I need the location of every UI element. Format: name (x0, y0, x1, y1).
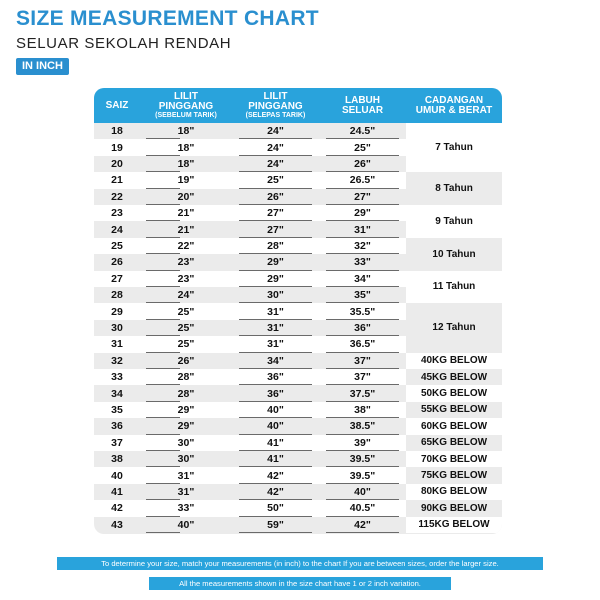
cell-lilit-after: 28" (267, 239, 284, 252)
cell-lilit-after: 31" (267, 321, 284, 334)
cell-lilit-after: 25" (267, 174, 284, 187)
table-row (94, 139, 406, 155)
cell-labuh: 37" (354, 354, 371, 367)
cell-lilit-before: 21" (177, 207, 195, 220)
table-row (94, 320, 406, 336)
cell-cadangan: 55KG BELOW (406, 402, 502, 418)
table-row (94, 435, 406, 451)
cell-cadangan: 70KG BELOW (406, 451, 502, 467)
cell-labuh: 24.5" (349, 125, 376, 138)
cell-lilit-after: 41" (267, 453, 284, 466)
cell-cadangan: 12 Tahun (406, 303, 502, 352)
header-cadangan-label: CADANGAN UMUR & BERAT (415, 94, 493, 116)
cell-saiz: 42 (111, 502, 123, 515)
cell-saiz: 32 (111, 354, 123, 367)
cell-lilit-before: 29" (177, 420, 195, 433)
cell-lilit-before: 26" (177, 354, 195, 367)
header-lilit-before-sub: (SEBELUM TARIK) (155, 111, 217, 119)
table-row (94, 205, 406, 221)
table-row (94, 402, 406, 418)
cell-saiz: 33 (111, 371, 123, 384)
cell-lilit-before: 23" (177, 272, 195, 285)
cell-lilit-before: 19" (177, 174, 195, 187)
table-row (94, 303, 406, 319)
cell-saiz: 29 (111, 305, 123, 318)
cell-lilit-before: 25" (177, 338, 195, 351)
cell-saiz: 37 (111, 436, 123, 449)
cell-labuh: 37" (354, 371, 371, 384)
table-row (94, 271, 406, 287)
cell-lilit-after: 24" (267, 157, 284, 170)
cell-labuh: 37.5" (349, 387, 376, 400)
cell-lilit-before: 33" (177, 502, 195, 515)
cell-lilit-after: 24" (267, 125, 284, 138)
cell-saiz: 35 (111, 403, 123, 416)
table-row (94, 484, 406, 500)
cell-labuh: 39.5" (349, 469, 376, 482)
cell-saiz: 43 (111, 518, 123, 531)
header-cadangan (406, 88, 502, 123)
cell-lilit-after: 42" (267, 485, 284, 498)
size-table (94, 88, 502, 534)
cell-lilit-before: 21" (177, 223, 195, 236)
cell-cadangan: 115KG BELOW (406, 517, 502, 533)
table-row (94, 123, 406, 139)
variation-note: All the measurements shown in the size chart have 1 or 2 inch variation. (149, 577, 451, 590)
cell-lilit-before: 31" (177, 485, 195, 498)
cell-saiz: 18 (111, 125, 123, 138)
cell-lilit-before: 18" (177, 125, 195, 138)
table-row (94, 353, 406, 369)
cell-saiz: 38 (111, 453, 123, 466)
cell-labuh: 27" (354, 190, 371, 203)
cell-cadangan: 75KG BELOW (406, 467, 502, 483)
cell-labuh: 42" (354, 518, 371, 531)
cell-labuh: 40" (354, 485, 371, 498)
cell-labuh: 36.5" (349, 338, 376, 351)
table-row (94, 369, 406, 385)
table-row (94, 385, 406, 401)
cell-lilit-after: 36" (267, 387, 284, 400)
header-saiz-label: SAIZ (105, 99, 129, 111)
cell-lilit-before: 28" (177, 387, 195, 400)
cell-lilit-before: 29" (177, 403, 195, 416)
cell-cadangan: 90KG BELOW (406, 500, 502, 516)
cell-saiz: 25 (111, 239, 123, 252)
cell-labuh: 26" (354, 157, 371, 170)
sizing-note: To determine your size, match your measurements (in inch) to the chart If you are between sizes, order the larger size. (57, 557, 543, 570)
table-row (94, 287, 406, 303)
table-row (94, 238, 406, 254)
cell-lilit-after: 50" (267, 502, 284, 515)
cell-saiz: 30 (111, 321, 123, 334)
cell-lilit-after: 29" (267, 272, 284, 285)
cell-saiz: 24 (111, 223, 123, 236)
header-labuh-label: LABUH SELUAR (341, 94, 384, 116)
cell-saiz: 31 (111, 338, 123, 351)
cell-lilit-after: 30" (267, 289, 284, 302)
cell-saiz: 28 (111, 289, 123, 302)
cell-lilit-after: 24" (267, 141, 284, 154)
cell-lilit-after: 40" (267, 403, 284, 416)
cell-labuh: 33" (354, 256, 371, 269)
header-saiz (94, 88, 140, 123)
cell-lilit-before: 28" (177, 371, 195, 384)
table-row (94, 189, 406, 205)
cell-lilit-after: 41" (267, 436, 284, 449)
cell-saiz: 22 (111, 190, 123, 203)
header-lilit-after-sub: (SELEPAS TARIK) (245, 111, 306, 119)
cell-lilit-after: 31" (267, 305, 284, 318)
table-row (94, 254, 406, 270)
cell-cadangan: 80KG BELOW (406, 484, 502, 500)
cell-labuh: 31" (354, 223, 371, 236)
cell-lilit-after: 31" (267, 338, 284, 351)
cell-cadangan: 10 Tahun (406, 238, 502, 271)
cell-labuh: 36" (354, 321, 371, 334)
cell-lilit-before: 18" (177, 157, 195, 170)
table-row (94, 156, 406, 172)
cell-lilit-after: 36" (267, 371, 284, 384)
cell-labuh: 39.5" (349, 453, 376, 466)
cell-saiz: 21 (111, 174, 123, 187)
table-row (94, 172, 406, 188)
cell-saiz: 26 (111, 256, 123, 269)
cell-cadangan: 8 Tahun (406, 172, 502, 205)
cell-lilit-before: 30" (177, 453, 195, 466)
cell-cadangan: 60KG BELOW (406, 418, 502, 434)
cell-lilit-before: 31" (177, 469, 195, 482)
cell-lilit-before: 40" (177, 518, 195, 531)
cell-lilit-after: 27" (267, 207, 284, 220)
cell-lilit-before: 23" (177, 256, 195, 269)
table-row (94, 517, 406, 533)
chart-subtitle: SELUAR SEKOLAH RENDAH (16, 35, 232, 52)
cell-lilit-after: 27" (267, 223, 284, 236)
table-row (94, 221, 406, 237)
table-row (94, 500, 406, 516)
cell-labuh: 35.5" (349, 305, 376, 318)
table-row (94, 451, 406, 467)
cell-saiz: 20 (111, 157, 123, 170)
unit-badge: IN INCH (16, 58, 69, 75)
cell-labuh: 34" (354, 272, 371, 285)
cell-labuh: 38" (354, 403, 371, 416)
cell-labuh: 26.5" (349, 174, 376, 187)
cell-lilit-before: 20" (177, 190, 195, 203)
table-body (94, 123, 502, 534)
header-labuh (319, 88, 406, 123)
cell-lilit-after: 26" (267, 190, 284, 203)
cell-cadangan: 45KG BELOW (406, 369, 502, 385)
table-row (94, 467, 406, 483)
cell-saiz: 36 (111, 420, 123, 433)
cell-lilit-after: 34" (267, 354, 284, 367)
cell-labuh: 39" (354, 436, 371, 449)
cell-lilit-after: 29" (267, 256, 284, 269)
cell-cadangan: 7 Tahun (406, 123, 502, 172)
header-lilit-after-label: LILIT PINGGANG (248, 90, 303, 112)
cell-lilit-after: 40" (267, 420, 284, 433)
cell-cadangan: 65KG BELOW (406, 435, 502, 451)
cell-labuh: 29" (354, 207, 371, 220)
row-divider (239, 532, 312, 533)
cell-labuh: 38.5" (349, 420, 376, 433)
cell-labuh: 40.5" (349, 502, 376, 515)
cell-cadangan: 40KG BELOW (406, 353, 502, 369)
cell-labuh: 35" (354, 289, 371, 302)
cell-saiz: 41 (111, 485, 123, 498)
header-lilit-before (140, 88, 232, 123)
header-lilit-after (232, 88, 319, 123)
cell-saiz: 34 (111, 387, 123, 400)
header-lilit-before-label: LILIT PINGGANG (158, 90, 214, 112)
table-row (94, 336, 406, 352)
cell-saiz: 27 (111, 272, 123, 285)
cell-lilit-before: 22" (177, 239, 195, 252)
cell-lilit-before: 25" (177, 321, 195, 334)
cell-saiz: 19 (111, 141, 123, 154)
table-header (94, 88, 502, 123)
cell-saiz: 23 (111, 207, 123, 220)
cell-lilit-before: 25" (177, 305, 195, 318)
table-row (94, 418, 406, 434)
cell-lilit-before: 24" (177, 289, 195, 302)
cell-lilit-after: 59" (267, 518, 284, 531)
cell-saiz: 40 (111, 469, 123, 482)
cell-cadangan: 11 Tahun (406, 271, 502, 304)
chart-title: SIZE MEASUREMENT CHART (16, 7, 319, 30)
cell-cadangan: 9 Tahun (406, 205, 502, 238)
cell-labuh: 32" (354, 239, 371, 252)
cell-lilit-before: 30" (177, 436, 195, 449)
row-divider (326, 532, 399, 533)
cell-labuh: 25" (354, 141, 371, 154)
row-divider (146, 532, 180, 533)
cell-lilit-before: 18" (177, 141, 195, 154)
cell-cadangan: 50KG BELOW (406, 385, 502, 401)
cell-lilit-after: 42" (267, 469, 284, 482)
